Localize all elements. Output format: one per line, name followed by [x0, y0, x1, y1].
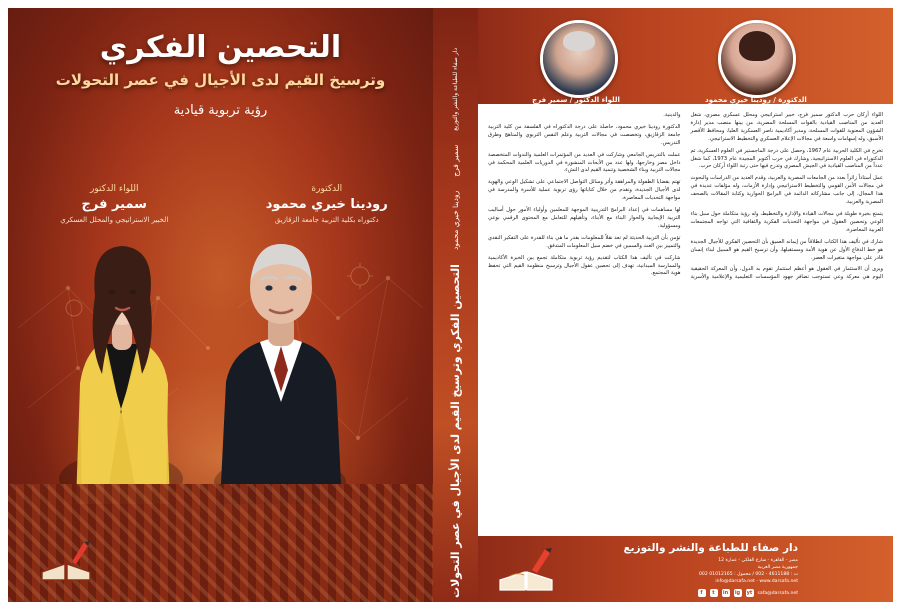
- front-author-2-name: سمير فرج: [81, 197, 147, 212]
- front-author-2-prefix: اللواء الدكتور: [90, 184, 139, 194]
- spine-title: التحصين الفكري وترسيخ القيم لدى الأجيال في عصر التحولات: [449, 264, 462, 598]
- bio-left-p2: عملت بالتدريس الجامعي وشاركت في العديد من المؤتمرات العلمية والندوات المتخصصة داخل مصر وخارجها، ولها عدد من الأبحاث المنشورة في الدوريات العلمية المحكمة في مجالات التربية وبناء الشخصية وتنمية القيم لدى النشء.: [488, 151, 681, 174]
- avatar-woman: [721, 23, 793, 95]
- book-spine: [433, 8, 478, 602]
- bio-right-p5: شارك في تأليف هذا الكتاب انطلاقاً من إيمانه العميق بأن التحصين الفكري للأجيال الجديدة هو خط الدفاع الأول عن هوية الأمة ومستقبلها، وأن ترسيخ القيم هو السبيل لبناء إنسان قادر على مواجهة متغيرات العصر.: [690, 238, 883, 261]
- front-subtitle-line: رؤية تربوية قيادية: [173, 103, 268, 118]
- publisher-social-label: safa@darsafa.net: [757, 590, 798, 596]
- publisher-logo-icon: [496, 546, 558, 594]
- front-author-1-name: رودينا خيري محمود: [265, 197, 388, 212]
- twitter-icon[interactable]: t: [710, 589, 718, 597]
- publisher-address-line-1: مصر - القاهرة - شارع الفلكي - عمارة 12: [718, 558, 798, 563]
- front-title-sub: وترسيخ القيم لدى الأجيال في عصر التحولات: [55, 71, 386, 89]
- publisher-address-line-4: info@darsafa.net - www.darsafa.net: [715, 578, 798, 584]
- publisher-name: دار صفاء للطباعة والنشر والتوزيع: [623, 542, 798, 554]
- front-publisher-badge-icon: [38, 538, 96, 584]
- front-title-main: التحصين الفكري: [99, 30, 342, 65]
- front-title-block: [8, 30, 433, 118]
- instagram-icon[interactable]: ig: [734, 590, 741, 596]
- bio-right-p2: تخرج في الكلية الحربية عام 1967، وحصل على درجة الماجستير في العلوم العسكرية، ثم الدكتوراه في العلوم الاستراتيجية، وشارك في حرب أكتوبر المجيدة عام 1973، كما شغل عدداً من المناصب القيادية في الجيش المصري وتدرج فيها حتى رتبة اللواء أركان حرب.: [690, 147, 883, 170]
- bio-left-p5: تؤمن بأن التربية الحديثة لم تعد نقلاً للمعلومات بقدر ما هي بناء للقدرة على التفكير النقدي والتمييز بين الغث والسمين في خضم سيل المعلومات المتدفق.: [488, 234, 681, 249]
- front-portrait-woman: [46, 204, 196, 504]
- front-cover: [8, 8, 433, 602]
- full-cover-spread: [8, 8, 893, 602]
- bio-right-p1: اللواء أركان حرب الدكتور سمير فرج، خبير استراتيجي ومحلل عسكري مصري، شغل العديد من المناصب القيادية بالقوات المسلحة المصرية، من بينها منصب مدير إدارة الشؤون المعنوية للقوات المسلحة، ومدير أكاديمية ناصر العسكرية العليا، ومحافظ الأقصر الأسبق، وله إسهامات واسعة في مجالات الإعلام العسكري والتخطيط الاستراتيجي.: [690, 112, 883, 142]
- bio-right-p6: ويرى أن الاستثمار في العقول هو أعظم استثمار تقوم به الدول، وأن المعركة الحقيقية اليوم هي معركة وعي تستوجب تضافر جهود المؤسسات التعليمية والإعلامية والأسرية والدينية.: [663, 112, 883, 281]
- bio-left-p4: لها مساهمات في إعداد البرامج التدريبية الموجهة للمعلمين وأولياء الأمور حول أساليب التربية الإيجابية والحوار البناء مع الأبناء، وتأهيلهم للتعامل مع المحتوى الرقمي بوعي ومسؤولية.: [488, 207, 681, 229]
- front-portrait-man: [198, 214, 363, 504]
- bio-right-p3: عمل أستاذاً زائراً بعدد من الجامعات المصرية والعربية، وقدم العديد من الدراسات والبحوث في مجالات الأمن القومي والتخطيط الاستراتيجي وإدارة الأزمات، وله مؤلفات عديدة في هذا المجال، إلى جانب مشاركاته الدائمة في البرامج الحوارية وكتابة المقالات بالصحف المصرية والعربية.: [690, 175, 883, 206]
- back-cover-biography-text: [488, 112, 883, 532]
- spine-publisher: دار صفاء للطباعة والنشر والتوزيع: [452, 48, 459, 131]
- back-cover: [478, 8, 893, 602]
- bio-left-p1: الدكتورة رودينا خيري محمود، حاصلة على درجة الدكتوراه في الفلسفة من كلية التربية جامعة الزقازيق، وتخصصت في مجالات التربية وعلم النفس التربوي والمناهج وطرق التدريس.: [488, 123, 681, 146]
- linkedin-icon[interactable]: in: [722, 590, 729, 596]
- bio-right-p4: يتمتع بخبرة طويلة في مجالات القيادة والإدارة والتخطيط، وله رؤية متكاملة حول سبل بناء الوعي وتحصين العقول في مواجهة التحديات الفكرية والثقافية التي تواجه المجتمعات العربية المعاصرة.: [690, 210, 883, 233]
- youtube-icon[interactable]: yt: [746, 590, 753, 596]
- front-author-2-role: الخبير الاستراتيجي والمحلل العسكري: [60, 216, 169, 224]
- bio-left-p3: تهتم بقضايا الطفولة والمراهقة وأثر وسائل التواصل الاجتماعي على تشكيل الوعي والهوية لدى الأجيال الجديدة، وتقدم من خلال كتاباتها رؤى تربوية عملية للأسرة والمدرسة في مواجهة التحديات المعاصرة.: [488, 179, 681, 202]
- back-author-caption-woman: الدكتورة / رودينا خيري محمود: [705, 96, 807, 104]
- spine-author-1: رودينا خيري محمود: [451, 190, 460, 251]
- front-author-1-role: دكتوراه بكلية التربية جامعة الزقازيق: [274, 216, 379, 224]
- spine-text-group: [433, 8, 478, 602]
- publisher-block: [478, 536, 893, 602]
- spine-author-2: سمير فرج: [451, 144, 460, 177]
- publisher-address-line-2: جمهورية مصر العربية: [757, 564, 798, 570]
- bio-left-p6: شاركت في تأليف هذا الكتاب لتقديم رؤية تربوية متكاملة تجمع بين الخبرة الأكاديمية والممارسة الميدانية، تهدف إلى تحصين عقول الأجيال وترسيخ منظومة القيم التي تحفظ هوية المجتمع.: [488, 254, 681, 277]
- back-author-caption-man: اللواء الدكتور / سمير فرج: [532, 96, 620, 104]
- front-author-1-prefix: الدكتورة: [311, 184, 343, 194]
- publisher-address: [699, 558, 798, 586]
- avatar-man: [543, 23, 615, 95]
- back-author-photo-man: [540, 20, 618, 98]
- facebook-icon[interactable]: f: [698, 589, 706, 597]
- back-author-photo-woman: [718, 20, 796, 98]
- publisher-social-row[interactable]: [698, 589, 799, 597]
- publisher-address-line-3: ت : 4611188 - 002 / محمول : 01012165 002: [699, 571, 798, 577]
